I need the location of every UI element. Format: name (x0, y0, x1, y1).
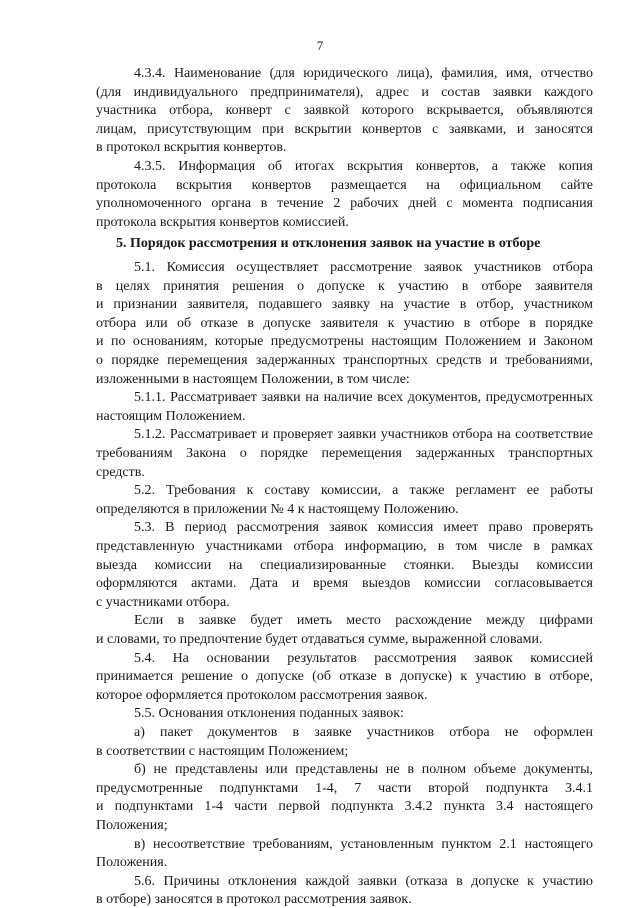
text-line: с участниками отбора. (96, 595, 230, 610)
text-line: 5.2. Требования к составу комиссии, а также регламент ее работы (134, 483, 593, 498)
text-line: определяются в приложении № 4 к настоящему Положению. (96, 502, 459, 517)
text-line: и словами, то предпочтение будет отдаваться сумме, выраженной словами. (96, 632, 543, 647)
text-line: 5.1. Комиссия осуществляет рассмотрение заявок участников отбора (134, 260, 593, 275)
page-number: 7 (316, 38, 324, 53)
text-line: в соответствии с настоящим Положением; (96, 744, 349, 759)
text-line: протокола вскрытия конвертов комиссией. (96, 215, 349, 230)
text-line: Положения. (96, 855, 168, 870)
section-heading: 5. Порядок рассмотрения и отклонения заявок на участие в отборе (116, 236, 541, 252)
text-line: 5.5. Основания отклонения поданных заявок: (134, 706, 404, 721)
text-line: и признании заявителя, подавшего заявку на участие в отбор, участником (96, 297, 593, 312)
text-line: в протокол вскрытия конвертов. (96, 140, 287, 155)
text-line: отбора или об отказе в допуске заявителя к участию в отборе в порядке (96, 316, 593, 331)
text-line: о порядке перемещения задержанных транспортных средств и требованиями, (96, 353, 593, 368)
text-line: в целях принятия решения о допуске к участию в отборе заявителя (96, 279, 593, 294)
text-line: 5.1.1. Рассматривает заявки на наличие всех документов, предусмотренных (134, 390, 593, 405)
text-line: выезда комиссии на специализированные стоянки. Выезды комиссии (96, 558, 593, 573)
text-line: и по основаниям, которые предусмотрены настоящим Положением и Законом (96, 334, 593, 349)
text-line: лицам, присутствующим при вскрытии конвертов с заявками, и заносятся (96, 122, 593, 137)
text-line: оформляются актами. Дата и время выездов комиссии согласовывается (96, 576, 593, 591)
text-line: (для индивидуального предпринимателя), адрес и состав заявки каждого (96, 85, 593, 100)
text-line: принимается решение о допуске (об отказе в допуске) к участию в отборе, (96, 669, 593, 684)
text-line: 5.3. В период рассмотрения заявок комиссия имеет право проверять (134, 520, 593, 535)
text-line: 5.4. На основании результатов рассмотрения заявок комиссией (134, 651, 593, 666)
text-line: 4.3.5. Информация об итогах вскрытия конвертов, а также копия (134, 159, 593, 174)
text-line: 5.6. Причины отклонения каждой заявки (отказа в допуске к участию (134, 874, 593, 889)
text-line: в отборе) заносятся в протокол рассмотрения заявок. (96, 892, 412, 907)
text-line: участника отбора, конверт с заявкой которого вскрывается, объявляются (96, 103, 593, 118)
text-line: и подпунктами 1-4 части первой подпункта 3.4.2 пункта 3.4 настоящего (96, 799, 593, 814)
text-line: Если в заявке будет иметь место расхождение между цифрами (134, 613, 593, 628)
text-line: изложенными в настоящем Положении, в том числе: (96, 372, 410, 387)
text-line: настоящим Положением. (96, 409, 246, 424)
text-line: предусмотренные подпунктами 1-4, 7 части второй подпункта 3.4.1 (96, 781, 593, 796)
text-line: в) несоответствие требованиям, установленным пунктом 2.1 настоящего (134, 837, 593, 852)
text-line: уполномоченного органа в течение 2 рабочих дней с момента подписания (96, 196, 593, 211)
text-line: которое оформляется протоколом рассмотрения заявок. (96, 688, 428, 703)
text-line: 5.1.2. Рассматривает и проверяет заявки участников отбора на соответствие (134, 427, 593, 442)
text-line: Положения; (96, 818, 168, 833)
text-line: средств. (96, 465, 145, 480)
text-line: протокола вскрытия конвертов размещается на официальном сайте (96, 178, 593, 193)
text-line: 4.3.4. Наименование (для юридического лица), фамилия, имя, отчество (134, 66, 593, 81)
text-line: б) не представлены или представлены не в полном объеме документы, (134, 762, 593, 777)
text-line: требованиям Закона о порядке перемещения задержанных транспортных (96, 446, 593, 461)
text-line: а) пакет документов в заявке участников отбора не оформлен (134, 725, 593, 740)
text-line: представленную участниками отбора информацию, в том числе в рамках (96, 539, 593, 554)
